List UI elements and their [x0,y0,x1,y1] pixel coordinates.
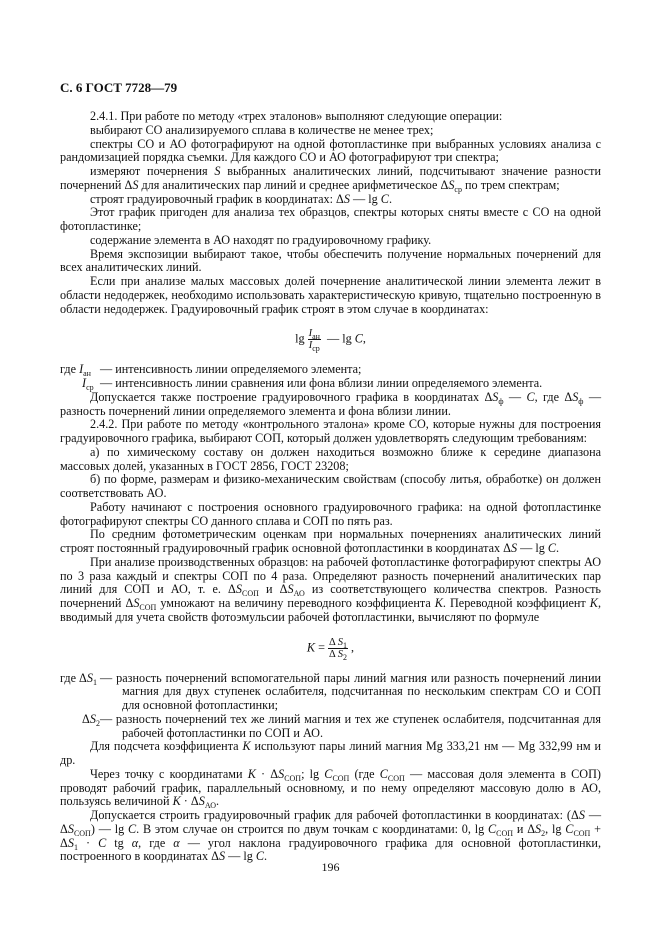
italic-symbol: C [565,821,574,836]
page-header: С. 6 ГОСТ 7728—79 [60,80,178,95]
paragraph [60,528,601,556]
subscript: ф [578,396,584,406]
text-run: — массовая доля элемента в СОП) проводят рабочий график, параллельный основному, и по нему определяют массовую долю в АО, пользуясь величиной [60,766,601,809]
definition-term [60,672,100,713]
text-run: строят градуировочный график в координатах: Δ [90,191,344,206]
paragraph [60,556,601,625]
text-run: , [351,639,355,654]
text-run: Этот график пригоден для анализа тех образцов, спектры которых сняты вместе с СО на одной фотопластинке; [60,205,601,233]
text-run: и Δ [258,582,288,597]
subscript: 1 [73,842,78,852]
fraction-numerator [308,328,321,340]
text-run: — lg [517,541,548,555]
italic-symbol: K [242,739,251,754]
text-run: — lg [323,331,355,346]
text-run: содержание элемента в АО находят по градуировочному графику. [90,232,432,247]
text-run: . В этом случае он строится по двум точкам с координатами: 0, lg [136,821,489,836]
subscript: СОП [332,773,350,783]
text-run: для аналитических пар линий и среднее арифметическое Δ [138,177,449,192]
text-run: выбирают СО анализируемого сплава в количестве не менее трех; [90,122,434,137]
subscript: СОП [241,589,259,599]
italic-symbol: S [337,636,344,648]
text-run: Через точку с координатами [90,766,248,781]
paragraph [60,473,601,501]
subscript: ан [83,369,91,379]
text-run: из соответствующего количества спектров. Разность почернений Δ [60,582,601,610]
definition [60,363,601,377]
paragraph [60,206,601,234]
italic-symbol: S [218,849,226,864]
text-run: Работу начинают с построения основного градуировочного графика: на одной фотопластинке фотографируют спектры СО данного сплава и СОП по пять раз. [60,499,601,528]
text-run: lg [295,331,305,346]
italic-symbol: I [82,376,87,390]
text-run: · [77,835,99,850]
italic-symbol: S [578,808,585,822]
fraction-denominator [328,649,348,660]
text-run: , lg [545,821,566,836]
text-run: · Δ [255,766,279,781]
paragraph [60,391,601,419]
text-run: tg [106,835,132,850]
text-run: = [315,639,325,654]
paragraph [60,248,601,276]
text-run: — Δ [60,808,601,836]
subscript: СОП [139,603,157,612]
subscript: ан [312,332,320,342]
italic-symbol: K [172,794,181,809]
text-run: . Переводной коэффициент [442,596,590,610]
italic-symbol: I [79,362,84,377]
text-run: , где [138,835,174,850]
fraction [328,637,348,660]
italic-symbol: C [488,821,497,836]
subscript: ср [312,344,320,354]
definition [60,377,601,391]
italic-symbol: α [131,835,139,850]
text-run: (где [349,766,380,781]
italic-symbol: I [308,340,313,352]
fraction-denominator [308,340,321,354]
italic-symbol: S [535,821,542,836]
italic-symbol: K [589,596,598,610]
italic-symbol: S [343,191,350,206]
italic-symbol: S [337,648,344,660]
text-run: Δ [328,648,338,660]
italic-symbol: S [86,670,93,685]
text-run: . [216,794,220,809]
subscript: АО [293,589,305,599]
subscript: СОП [573,828,591,838]
definition-term [60,713,100,741]
document-body [60,110,601,864]
paragraph [60,110,601,124]
paragraph [60,446,601,474]
text-run: а) по химическому составу он должен находиться возможно ближе к середине диапазона массовых долей, указанных в ГОСТ 2856, ГОСТ 23208; [60,444,601,473]
text-run: Допускается также построение градуировочного графика в координатах Δ [90,389,493,404]
italic-symbol: S [492,389,499,404]
fraction [308,328,321,354]
text-run: — [503,389,527,404]
subscript: ср [86,383,94,392]
text-run: При анализе производственных образцов: на рабочей фотопластинке фотографируют спектры АО по 3 раза каждый и спектры СОП по 4 раза. Определяют разность почернений аналитических пар линий для СОП и АО, т. е. Δ [60,554,601,597]
italic-symbol: S [214,164,221,178]
italic-symbol: C [127,821,137,836]
subscript: 2 [343,652,348,662]
text-run: Δ [82,711,90,726]
definition [60,713,601,741]
text-run: ; lg [301,766,325,781]
text-run: спектры СО и АО фотографируют на одной фотопластинке при выбранных условиях анализа с рандомизацией порядка съемки. Для каждого СО и АО фотографируют три спектра; [60,136,601,165]
paragraph [60,809,601,864]
text-run: по трем спектрам; [461,177,560,192]
subscript: СОП [387,773,405,783]
definition-text [100,713,601,741]
text-run: измеряют почернения [90,164,215,178]
definition-text [100,672,601,713]
subscript: 1 [92,677,97,687]
text-run: где [60,362,80,377]
paragraph [60,275,601,316]
italic-symbol: S [287,582,294,597]
fraction-numerator [328,637,348,649]
paragraph [60,124,601,138]
text-run: умножают на величину переводного коэффициента [156,596,435,610]
text-run: используют пары линий магния Mg 333,21 нм — Mg 332,99 нм и др. [60,739,601,767]
italic-symbol: C [354,331,363,346]
italic-symbol: S [278,766,285,781]
text-run: — разность почернений линии определяемого элемента и фона вблизи линии. [60,389,602,418]
text-run: — угол наклона градуировочного графика для основной фотопластинки, построенного в координатах Δ [60,835,601,864]
text-run: и Δ [513,821,536,836]
page-number: 196 [321,860,340,874]
subscript: ф [498,396,504,406]
text-run: — интенсивность линии сравнения или фона вблизи линии определяемого элемента. [100,376,543,390]
text-run: б) по форме, размерам и физико-механическим свойствам (способу литья, обработке) он должен соответствовать АО. [60,472,601,500]
italic-symbol: S [511,541,518,555]
text-run: 2.4.1. При работе по методу «трех эталонов» выполняют следующие операции: [90,109,503,123]
italic-symbol: C [380,191,389,206]
italic-symbol: S [132,177,139,192]
text-run: — lg [349,191,381,206]
text-run: . [388,191,392,206]
italic-symbol: S [235,582,242,597]
italic-symbol: S [89,711,96,726]
italic-symbol: C [526,389,535,404]
italic-symbol: C [379,766,388,781]
text-run: , [362,331,366,346]
italic-symbol: S [572,389,579,404]
italic-symbol: S [198,794,205,809]
subscript: 2 [541,828,546,838]
italic-symbol: K [247,766,256,781]
definition [60,672,601,713]
formula [60,637,601,660]
text-run: где Δ [60,670,87,685]
paragraph [60,768,601,809]
paragraph [60,234,601,248]
subscript: СОП [284,773,302,783]
paragraph [60,138,601,166]
italic-symbol: S [67,821,74,836]
italic-symbol: C [255,849,264,864]
text-run: . [264,849,268,864]
definition-term [60,363,100,377]
italic-symbol: I [308,328,313,340]
text-run: Время экспозиции выбирают такое, чтобы обеспечить получение нормальных почернений для всех аналитических линий. [60,246,601,275]
text-run: Δ [328,636,338,648]
italic-symbol: C [547,541,557,555]
definition-text [100,377,601,391]
subscript: СОП [73,828,91,838]
italic-symbol: C [324,766,333,781]
italic-symbol: S [448,177,455,192]
formula [60,328,601,354]
paragraph [60,193,601,207]
italic-symbol: K [306,639,316,654]
text-run: выбранных аналитических линий, подсчитывают значение разности почернений Δ [60,164,601,192]
subscript: ср [454,184,462,194]
text-run: . [556,541,560,555]
definition-text [100,363,601,377]
text-run: По средним фотометрическим оценкам при нормальных почернениях аналитических линий строят постоянный градуировочный график основной фотопластинки в координатах Δ [60,527,601,555]
subscript: АО [204,801,216,811]
text-run: Для подсчета коэффициента [90,739,243,754]
subscript: 2 [95,718,100,728]
text-run: 2.4.2. При работе по методу «контрольного эталона» кроме СО, которые нужны для построения градуировочного графика, выбирают СОП, который должен удовлетворять следующим требованиям: [60,417,601,445]
text-run: ) — lg [90,821,128,836]
text-run: + Δ [60,821,602,850]
italic-symbol: K [434,596,443,610]
italic-symbol: C [98,835,107,850]
definition-term [60,377,100,391]
paragraph [60,165,601,193]
text-run: — интенсивность линии определяемого элемента; [100,362,362,377]
text-run: Если при анализе малых массовых долей почернение аналитической линии элемента лежит в области недодержек, необходимо использовать характеристическую кривую, тщательно построенную в области недодержек. Градуировочный график строят в этом случае в координатах: [60,274,601,316]
text-run: · Δ [180,794,199,809]
text-run: Допускается строить градуировочный график для рабочей фотопластинки в координатах: (Δ [90,808,579,822]
paragraph [60,740,601,768]
paragraph [60,501,601,529]
italic-symbol: S [133,596,140,610]
text-run: — разность почернений тех же линий магния и тех же ступенек ослабителя, подсчитанная для рабочей фотопластинки по СОП и АО. [100,711,601,740]
italic-symbol: α [173,835,180,850]
text-run: , где Δ [534,389,573,404]
subscript: 1 [343,640,348,650]
italic-symbol: S [67,835,74,850]
paragraph [60,418,601,446]
subscript: СОП [496,828,514,838]
text-run: — lg [225,849,256,864]
text-run: , вводимый для учета свойств фотоэмульсии рабочей фотопластинки, вычисляют по формуле [60,596,601,624]
text-run: — разность почернений вспомогательной пары линий магния или разность почернений линии магния для двух ступенек ослабителя, подсчитанная по нескольким спектрам СО и СОП для основной фотопластинки; [100,670,601,712]
